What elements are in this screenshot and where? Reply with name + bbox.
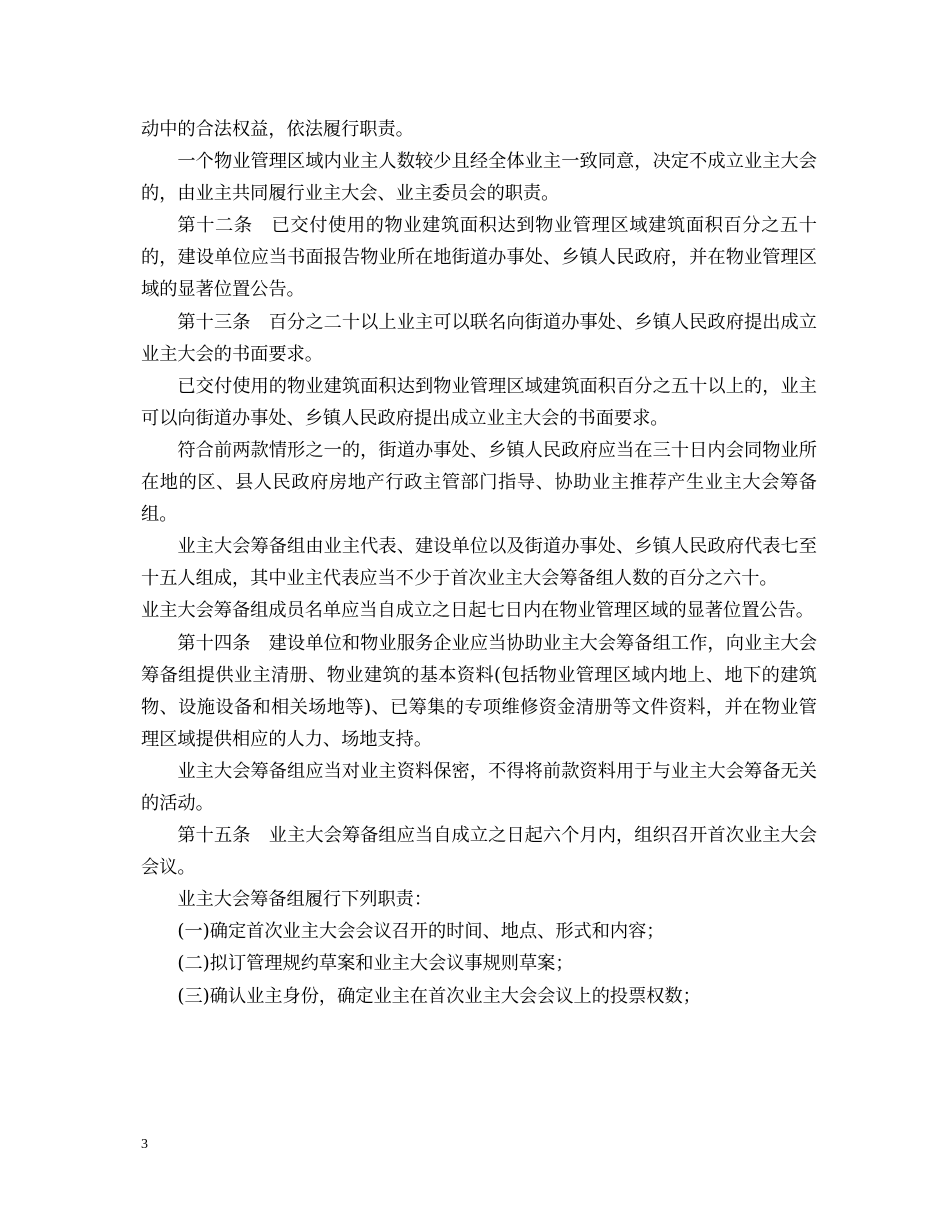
paragraph: 已交付使用的物业建筑面积达到物业管理区域建筑面积百分之五十以上的，业主可以向街道办事处、乡镇人民政府提出成立业主大会的书面要求。 (141, 375, 817, 429)
list-item: (一)确定首次业主大会会议召开的时间、地点、形式和内容； (177, 921, 665, 943)
paragraph: 业主大会筹备组履行下列职责： (177, 889, 433, 911)
article-14-paragraph: 第十四条 建设单位和物业服务企业应当协助业主大会筹备组工作，向业主大会筹备组提供业主清册、物业建筑的基本资料(包括物业管理区域内地上、地下的建筑物、设施设备和相关场地等)、已筹集的专项维修资金清册等文件资料，并在物业管理区域提供相应的人力、场地支持。 (141, 632, 817, 750)
paragraph: 业主大会筹备组应当对业主资料保密，不得将前款资料用于与业主大会筹备无关的活动。 (141, 760, 817, 814)
article-12-paragraph: 第十二条 已交付使用的物业建筑面积达到物业管理区域建筑面积百分之五十的，建设单位应当书面报告物业所在地街道办事处、乡镇人民政府，并在物业管理区域的显著位置公告。 (141, 215, 817, 301)
paragraph: 符合前两款情形之一的，街道办事处、乡镇人民政府应当在三十日内会同物业所在地的区、县人民政府房地产行政主管部门指导、协助业主推荐产生业主大会筹备组。 (141, 439, 817, 526)
paragraph: 业主大会筹备组成员名单应当自成立之日起七日内在物业管理区域的显著位置公告。 (141, 600, 814, 622)
body-text (141, 114, 817, 1013)
article-15-paragraph: 第十五条 业主大会筹备组应当自成立之日起六个月内，组织召开首次业主大会会议。 (141, 825, 817, 879)
list-item: (二)拟订管理规约草案和业主大会议事规则草案； (177, 953, 574, 975)
page-number: 3 (141, 1137, 148, 1152)
paragraph: 业主大会筹备组由业主代表、建设单位以及街道办事处、乡镇人民政府代表七至十五人组成，其中业主代表应当不少于首次业主大会筹备组人数的百分之六十。 (141, 536, 817, 590)
list-item: (三)确认业主身份，确定业主在首次业主大会会议上的投票权数； (177, 985, 701, 1007)
paragraph: 一个物业管理区域内业主人数较少且经全体业主一致同意，决定不成立业主大会的，由业主共同履行业主大会、业主委员会的职责。 (141, 151, 817, 205)
article-13-paragraph: 第十三条 百分之二十以上业主可以联名向街道办事处、乡镇人民政府提出成立业主大会的书面要求。 (141, 311, 817, 365)
paragraph: 动中的合法权益，依法履行职责。 (141, 119, 414, 140)
